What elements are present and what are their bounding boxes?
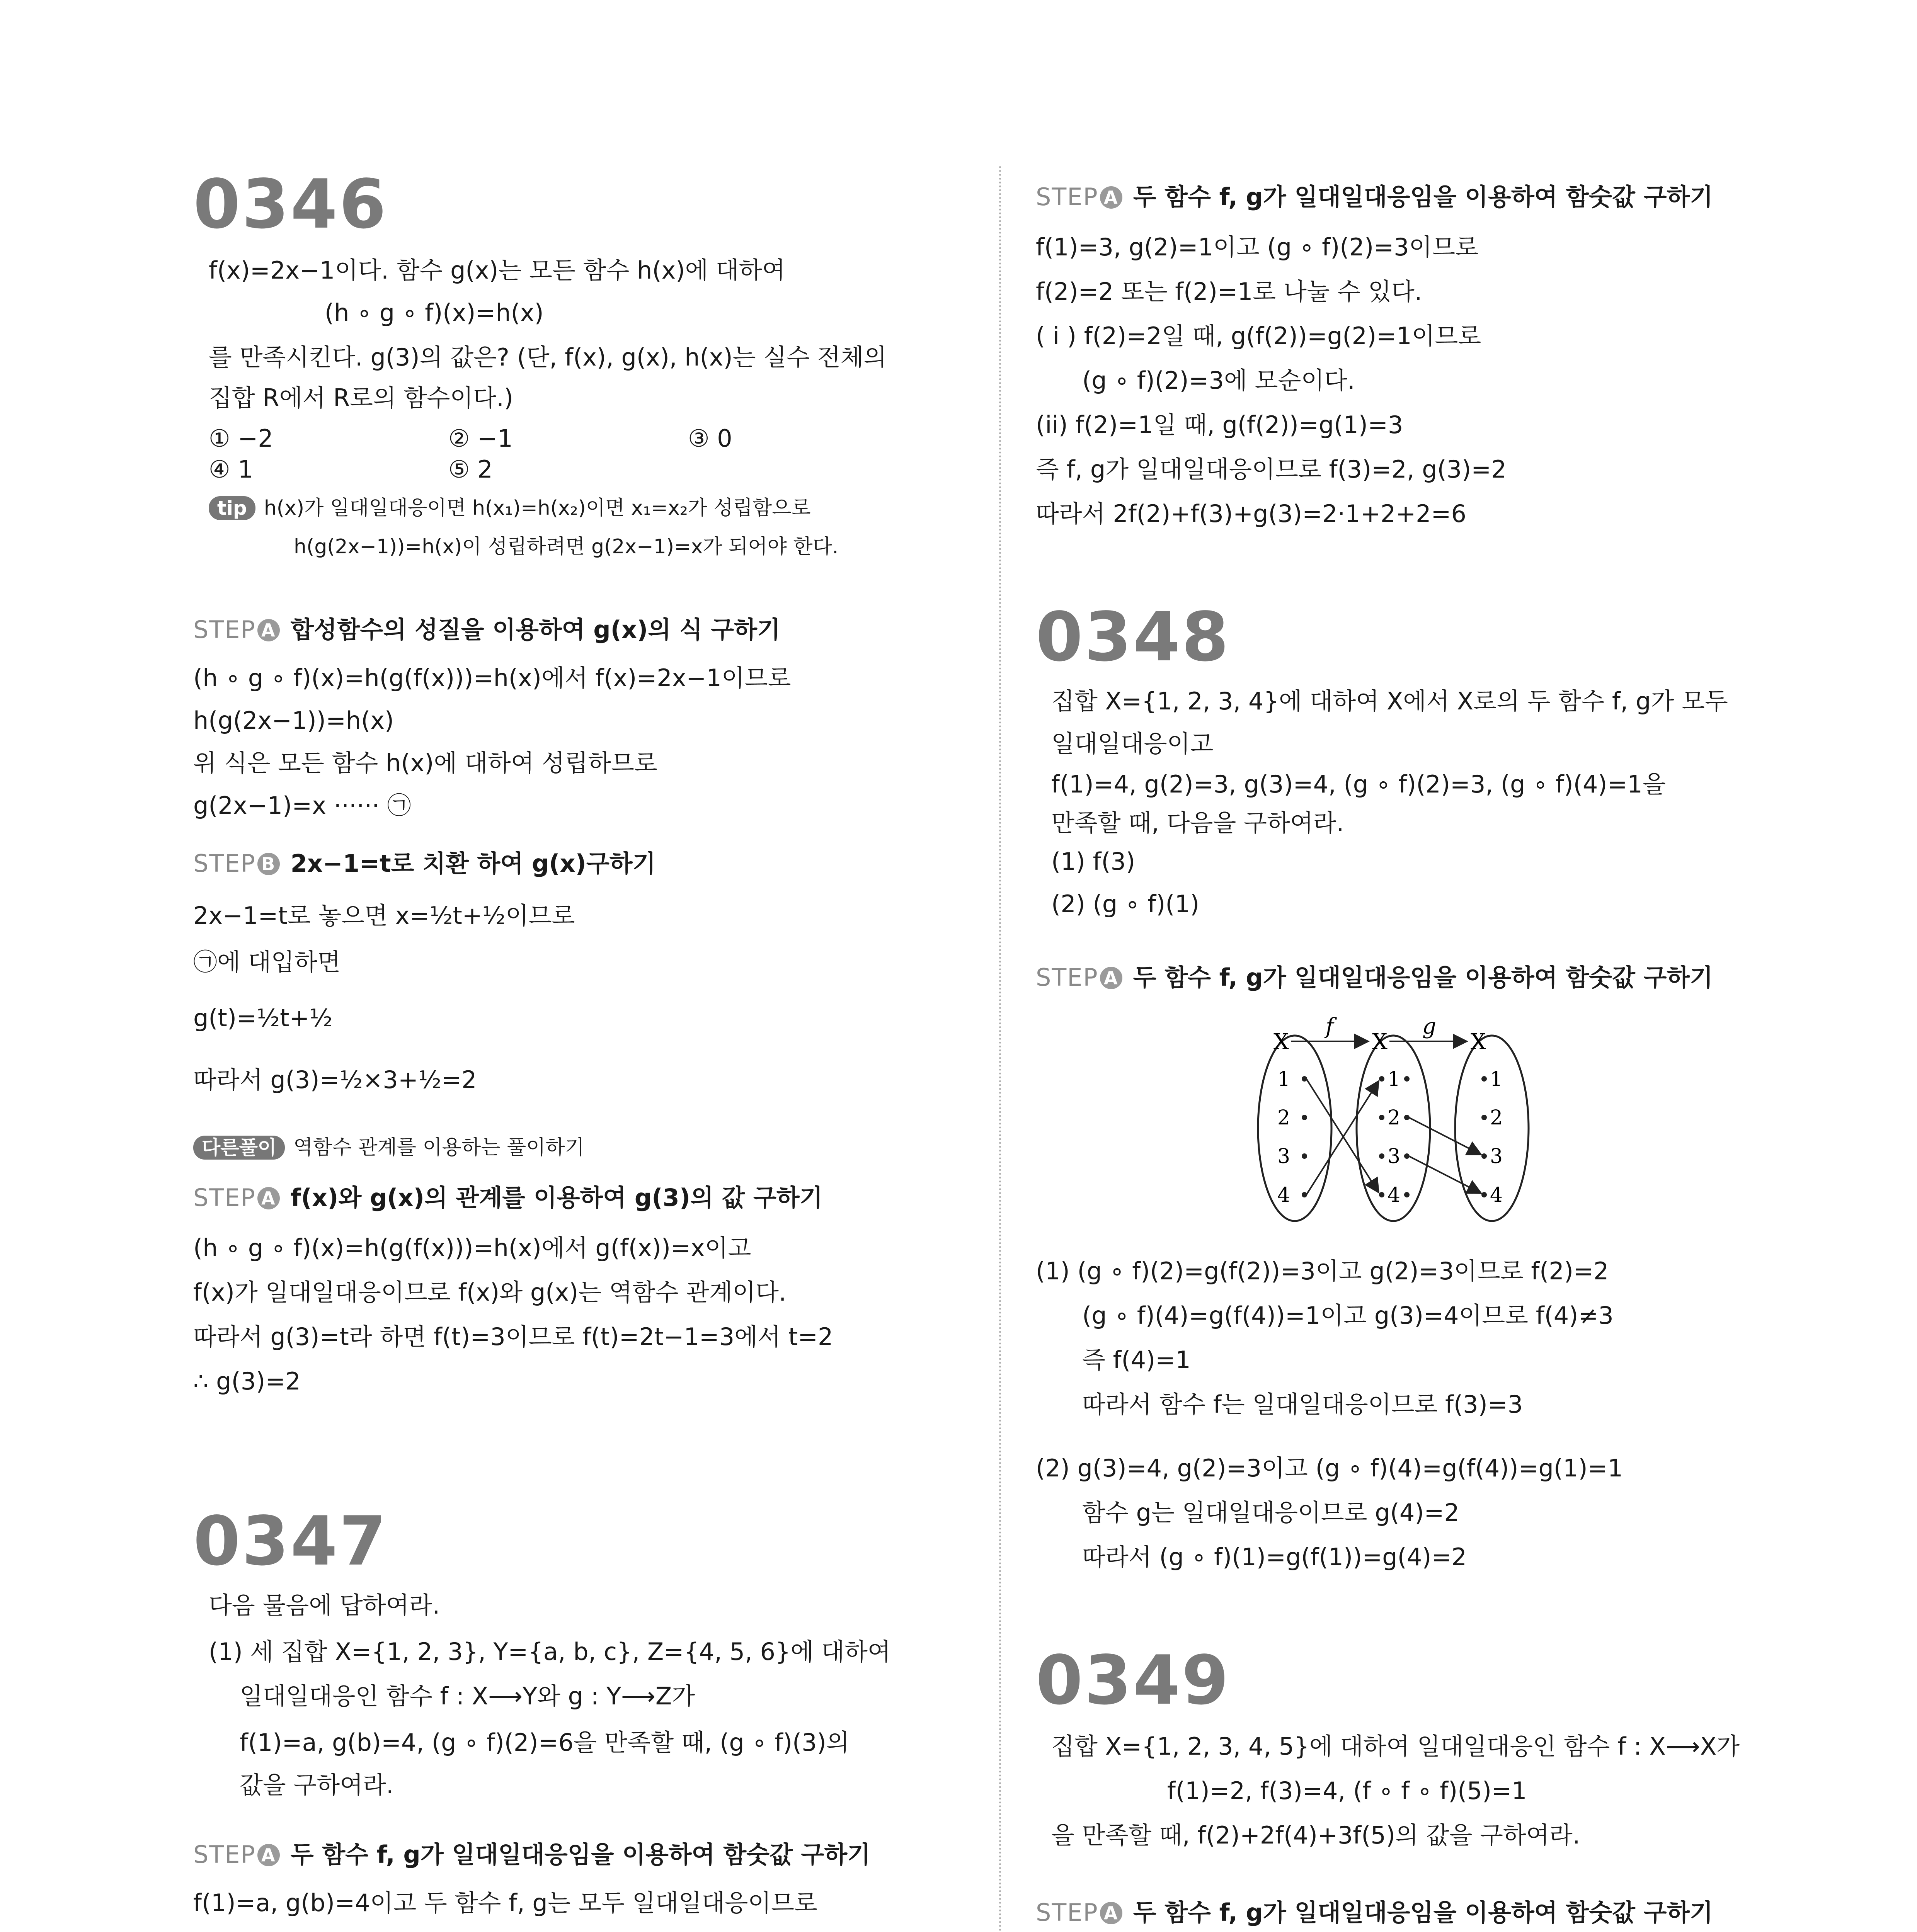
column-divider <box>999 166 1001 1932</box>
tip-line-1: tip h(x)가 일대일대응이면 h(x₁)=h(x₂)이면 x₁=x₂가 성립함으로 <box>209 495 811 522</box>
problem-text: 일대일대응이고 <box>1051 730 1214 758</box>
tip-badge: tip <box>209 496 255 520</box>
solution-line: (h ∘ g ∘ f)(x)=h(g(f(x)))=h(x)에서 g(f(x))=x이고 <box>193 1234 751 1262</box>
problem-text: f(1)=a, g(b)=4, (g ∘ f)(2)=6을 만족할 때, (g ∘ f)(3)의 <box>240 1728 850 1757</box>
svg-text:3: 3 <box>1277 1145 1290 1168</box>
problem-number-0347: 0347 <box>193 1502 388 1581</box>
choice-1[interactable]: ① −2 <box>209 424 273 452</box>
solution-line: (2) g(3)=4, g(2)=3이고 (g ∘ f)(4)=g(f(4))=g(1)=1 <box>1036 1454 1623 1482</box>
svg-text:4: 4 <box>1277 1184 1290 1207</box>
problem-text: f(x)=2x−1이다. 함수 g(x)는 모든 함수 h(x)에 대하여 <box>209 256 785 284</box>
problem-text: 만족할 때, 다음을 구하여라. <box>1051 809 1344 837</box>
problem-text: 집합 X={1, 2, 3, 4}에 대하여 X에서 X로의 두 함수 f, g가 모두 <box>1051 687 1728 715</box>
step-heading: STEP B 2x−1=t로 치환 하여 g(x)구하기 <box>193 849 656 878</box>
solution-line: 따라서 함수 f는 일대일대응이므로 f(3)=3 <box>1082 1390 1523 1418</box>
problem-number-0349: 0349 <box>1036 1641 1231 1720</box>
problem-equation: f(1)=2, f(3)=4, (f ∘ f ∘ f)(5)=1 <box>1167 1777 1527 1805</box>
step-heading: STEP A f(x)와 g(x)의 관계를 이용하여 g(3)의 값 구하기 <box>193 1184 823 1212</box>
solution-line: 따라서 (g ∘ f)(1)=g(f(1))=g(4)=2 <box>1082 1543 1467 1571</box>
solution-line: 위 식은 모든 함수 h(x)에 대하여 성립하므로 <box>193 749 657 777</box>
solution-line: 따라서 g(3)=t라 하면 f(t)=3이므로 f(t)=2t−1=3에서 t=2 <box>193 1323 833 1351</box>
solution-line: 함수 g는 일대일대응이므로 g(4)=2 <box>1082 1498 1459 1527</box>
problem-text: 일대일대응인 함수 f : X⟶Y와 g : Y⟶Z가 <box>240 1682 695 1710</box>
svg-text:3: 3 <box>1490 1145 1503 1168</box>
g-arrow-label: g <box>1422 1014 1436 1039</box>
solution-line: g(2x−1)=x ······ ㉠ <box>193 791 411 820</box>
solution-line: g(t)=½t+½ <box>193 1004 333 1032</box>
problem-number-0346: 0346 <box>193 165 388 244</box>
svg-text:1: 1 <box>1490 1068 1503 1091</box>
problem-text: 값을 구하여라. <box>240 1771 394 1799</box>
svg-text:4: 4 <box>1388 1184 1401 1207</box>
answer-choices <box>209 423 928 485</box>
step-heading: STEP A 두 함수 f, g가 일대일대응임을 이용하여 함숫값 구하기 <box>1036 1898 1713 1927</box>
solution-line: (1) (g ∘ f)(2)=g(f(2))=3이고 g(2)=3이므로 f(2)=2 <box>1036 1257 1609 1285</box>
solution-line: ∴ g(3)=2 <box>193 1367 301 1395</box>
problem-equation: (h ∘ g ∘ f)(x)=h(x) <box>325 299 544 327</box>
solution-line: 따라서 g(3)=½×3+½=2 <box>193 1066 477 1094</box>
mapping-diagram-0348 <box>1252 1012 1600 1229</box>
solution-line: f(1)=a, g(b)=4이고 두 함수 f, g는 모두 일대일대응이므로 <box>193 1889 817 1917</box>
f-arrow-label: f <box>1326 1014 1334 1039</box>
solution-line: (g ∘ f)(4)=g(f(4))=1이고 g(3)=4이므로 f(4)≠3 <box>1082 1301 1614 1330</box>
svg-text:2: 2 <box>1388 1106 1401 1129</box>
problem-text: 집합 X={1, 2, 3, 4, 5}에 대하여 일대일대응인 함수 f : X⟶X가 <box>1051 1732 1740 1760</box>
step-heading: STEP A 두 함수 f, g가 일대일대응임을 이용하여 함숫값 구하기 <box>1036 183 1713 211</box>
svg-text:4: 4 <box>1490 1184 1503 1207</box>
solution-line: f(2)=2 또는 f(2)=1로 나눌 수 있다. <box>1036 277 1422 306</box>
svg-text:3: 3 <box>1388 1145 1401 1168</box>
solution-line: ( i ) f(2)=2일 때, g(f(2))=g(2)=1이므로 <box>1036 322 1481 350</box>
problem-text: 집합 R에서 R로의 함수이다.) <box>209 384 514 412</box>
solution-line: (ii) f(2)=1일 때, g(f(2))=g(1)=3 <box>1036 411 1403 439</box>
step-heading: STEP A 두 함수 f, g가 일대일대응임을 이용하여 함숫값 구하기 <box>1036 963 1713 992</box>
choice-3[interactable]: ③ 0 <box>688 424 732 452</box>
problem-text: f(1)=4, g(2)=3, g(3)=4, (g ∘ f)(2)=3, (g ∘ f)(4)=1을 <box>1051 770 1666 798</box>
problem-text: 를 만족시킨다. g(3)의 값은? (단, f(x), g(x), h(x)는 실수 전체의 <box>209 343 887 371</box>
solution-line: (h ∘ g ∘ f)(x)=h(g(f(x)))=h(x)에서 f(x)=2x−1이므로 <box>193 664 791 692</box>
solution-line: 즉 f, g가 일대일대응이므로 f(3)=2, g(3)=2 <box>1036 455 1507 483</box>
problem-text: (1) f(3) <box>1051 847 1136 876</box>
problem-text: (1) 세 집합 X={1, 2, 3}, Y={a, b, c}, Z={4, 5, 6}에 대하여 <box>209 1638 891 1666</box>
solution-line: h(g(2x−1))=h(x) <box>193 706 394 735</box>
solution-line: ㉠에 대입하면 <box>193 948 341 976</box>
alternative-solution-heading: 다른풀이 역함수 관계를 이용하는 풀이하기 <box>193 1132 584 1163</box>
problem-number-0348: 0348 <box>1036 598 1231 677</box>
choice-4[interactable]: ④ 1 <box>209 455 253 483</box>
right-column <box>1036 0 1828 1932</box>
alt-badge: 다른풀이 <box>193 1136 285 1160</box>
set-label-2: X <box>1372 1029 1388 1054</box>
solution-line: 2x−1=t로 놓으면 x=½t+½이므로 <box>193 901 575 930</box>
svg-text:1: 1 <box>1277 1068 1290 1091</box>
choice-5[interactable]: ⑤ 2 <box>448 455 493 483</box>
solution-line: (g ∘ f)(2)=3에 모순이다. <box>1082 366 1355 395</box>
problem-text: 을 만족할 때, f(2)+2f(4)+3f(5)의 값을 구하여라. <box>1051 1821 1580 1849</box>
set-label-1: X <box>1273 1029 1289 1054</box>
step-heading: STEP A 두 함수 f, g가 일대일대응임을 이용하여 함숫값 구하기 <box>193 1840 871 1869</box>
problem-text: (2) (g ∘ f)(1) <box>1051 890 1200 918</box>
solution-line: f(x)가 일대일대응이므로 f(x)와 g(x)는 역함수 관계이다. <box>193 1278 787 1306</box>
tip-line-2: h(g(2x−1))=h(x)이 성립하려면 g(2x−1)=x가 되어야 한다. <box>294 535 839 558</box>
left-column <box>193 0 986 1932</box>
solution-line: 따라서 2f(2)+f(3)+g(3)=2·1+2+2=6 <box>1036 500 1466 528</box>
svg-text:1: 1 <box>1388 1068 1401 1091</box>
problem-text: 다음 물음에 답하여라. <box>209 1591 440 1619</box>
solution-line: 즉 f(4)=1 <box>1082 1346 1191 1374</box>
svg-text:2: 2 <box>1490 1106 1503 1129</box>
set-label-3: X <box>1471 1029 1486 1054</box>
step-heading: STEP A 합성함수의 성질을 이용하여 g(x)의 식 구하기 <box>193 616 780 644</box>
choice-2[interactable]: ② −1 <box>448 424 513 452</box>
solution-line: f(1)=3, g(2)=1이고 (g ∘ f)(2)=3이므로 <box>1036 233 1479 261</box>
svg-text:2: 2 <box>1277 1106 1290 1129</box>
